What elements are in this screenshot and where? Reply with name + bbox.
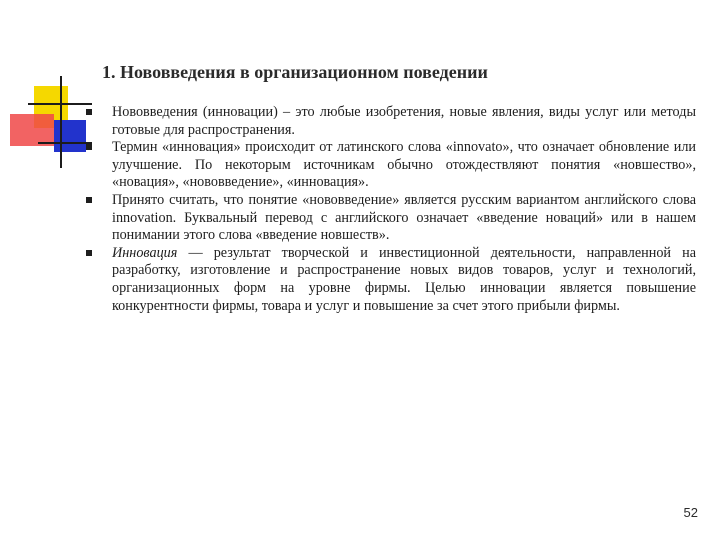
bullet-list [84,104,696,315]
bullet-text: Термин «инновация» происходит от латинского слова «innovato», что означает обновление или улучшение. По некоторым источникам обычно отождествляют понятия «новшество», «новация», «нововведение», «инновация». [112,139,696,191]
bullet-text: — результат творческой и инвестиционной деятельности, направленной на разработку, изготовление и распространение новых видов товаров, услуг и технологий, организационных форм на уровне фирмы. Целью инновации является повышение конкурентности фирмы, товара и услуг и повышение за счет этого прибыли фирмы. [112,244,696,314]
square-bullet-icon [86,197,92,203]
square-bullet-icon [86,250,92,256]
square-bullet-icon [86,144,92,150]
bullet-text: Нововведения (инновации) – это любые изобретения, новые явления, виды услуг или методы готовые для распространения. [112,104,696,138]
blue-square [54,120,86,152]
bullet-item [84,139,696,192]
slide-title: 1. Нововведения в организационном поведении [102,62,488,82]
bullet-item [84,245,696,315]
bullet-italic-term: Инновация [112,244,178,261]
bullet-item [84,104,696,139]
horizontal-line [28,103,92,105]
page-number: 52 [683,505,698,520]
square-bullet-icon [86,109,92,115]
vertical-line [60,76,62,168]
bullet-text: Принято считать, что понятие «нововведение» является русским вариантом английского слова innovation. Буквальный перевод с английского означает «введение новаций» или в нашем понимании этого слова «введение новшеств». [112,191,696,244]
bullet-item [84,192,696,245]
